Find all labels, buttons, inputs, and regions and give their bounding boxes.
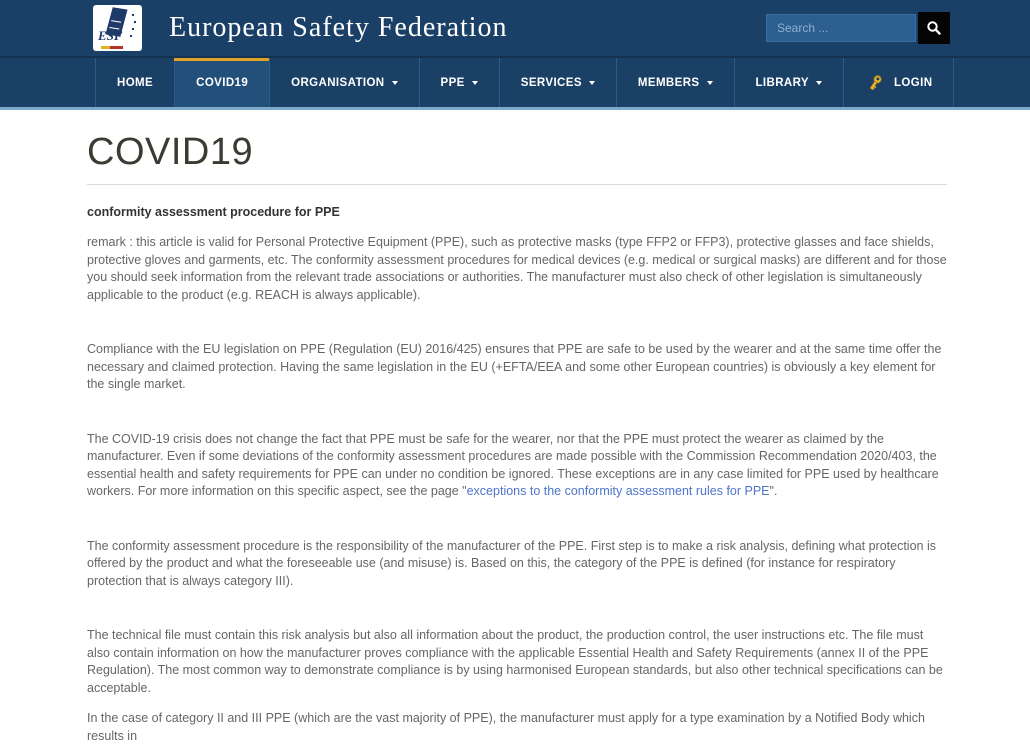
- page-title: COVID19: [87, 131, 254, 173]
- nav-item-members[interactable]: [616, 58, 734, 107]
- search-input[interactable]: [766, 14, 916, 42]
- nav-label: SERVICES: [520, 76, 582, 89]
- esf-logo[interactable]: [93, 5, 142, 51]
- chevron-down-icon: [816, 81, 822, 85]
- exceptions-link[interactable]: exceptions to the conformity assessment rules for PPE: [466, 484, 770, 498]
- nav-label: LIBRARY: [755, 76, 809, 89]
- nav-item-services[interactable]: [499, 58, 616, 107]
- nav-label: MEMBERS: [637, 76, 700, 89]
- chevron-down-icon: [589, 81, 595, 85]
- main-content: [87, 110, 947, 745]
- chevron-down-icon: [707, 81, 713, 85]
- nav-item-login[interactable]: [843, 58, 954, 107]
- nav-item-organisation[interactable]: [269, 58, 418, 107]
- nav-item-home[interactable]: [95, 58, 174, 107]
- paragraph-compliance: Compliance with the EU legislation on PPE (Regulation (EU) 2016/425) ensures that PPE are safe to be used by the wearer and at the same time offer the necessary and claimed protection. Having the same legislation in the EU (+EFTA/EEA and some other European countries) is obviously a key element for the single market.: [87, 342, 942, 391]
- paragraph-procedure: The conformity assessment procedure is the responsibility of the manufacturer of the PPE. First step is to make a risk analysis, defining what protection is offered by the product and what the foreseeable use (and misuse) is. Based on this, the category of the PPE is defined (for instance for respiratory protection that is always category III).: [87, 538, 936, 588]
- logo-stripes-icon: [101, 46, 123, 49]
- paragraph-text: ".: [769, 484, 778, 498]
- nav-item-ppe[interactable]: [419, 58, 499, 107]
- nav-item-covid19[interactable]: [174, 58, 269, 107]
- key-icon: [865, 73, 885, 93]
- nav-label: COVID19: [196, 76, 249, 89]
- search-button[interactable]: [918, 12, 950, 44]
- chevron-down-icon: [392, 81, 398, 85]
- section-heading: conformity assessment procedure for PPE: [87, 205, 340, 219]
- paragraph-text: The COVID-19 crisis does not change the fact that PPE must be safe for the wearer, nor that the PPE must protect the wearer as claimed by the manufacturer. Even if some deviations of the conformity assessment procedures are made possible with the Commission Recommendation 2020/403, the essential health and safety requirements for PPE can under no condition be ignored. These exceptions are in any case limited for PPE used by healthcare workers. For more information on this specific aspect, see the page ": [87, 431, 939, 498]
- logo-stars-icon: [129, 13, 137, 39]
- paragraph-technical-file: The technical file must contain this risk analysis but also all information about the product, the production control, the user instructions etc. The file must also contain information on how the manufacturer proves compliance with the applicable Essential Health and Safety Requirements (annex II of the PPE Regulation). The most common way to demonstrate compliance is by using harmonised European standards, but also other technical specifications can be acceptable.: [87, 628, 943, 695]
- nav-label: HOME: [117, 76, 154, 89]
- nav-item-library[interactable]: [734, 58, 843, 107]
- paragraph-remark: remark : this article is valid for Personal Protective Equipment (PPE), such as protective masks (type FFP2 or FFP3), protective glasses and face shields, protective gloves and garments, etc. The conformity assessment procedures for medical devices (e.g. medical or surgical masks) are different and for those you should seek information from the relevant trade associations or authorities. The manufacturer must also check of other legislation is simultaneously applicable to the product (e.g. REACH is always applicable).: [87, 235, 947, 302]
- paragraph-category: In the case of category II and III PPE (which are the vast majority of PPE), the manufacturer must apply for a type examination by a Notified Body which results in: [87, 711, 925, 743]
- paragraph-covid-crisis: [87, 431, 947, 501]
- site-title: European Safety Federation: [169, 12, 508, 43]
- site-header: [0, 0, 1030, 58]
- nav-label: ORGANISATION: [291, 76, 385, 89]
- main-nav: [0, 58, 1030, 110]
- logo-text: ESF: [98, 28, 123, 43]
- title-divider: [87, 184, 947, 185]
- search-icon: [926, 20, 942, 36]
- search-area: [766, 12, 950, 44]
- nav-label: LOGIN: [893, 76, 933, 89]
- nav-label: PPE: [440, 76, 465, 89]
- chevron-down-icon: [472, 81, 478, 85]
